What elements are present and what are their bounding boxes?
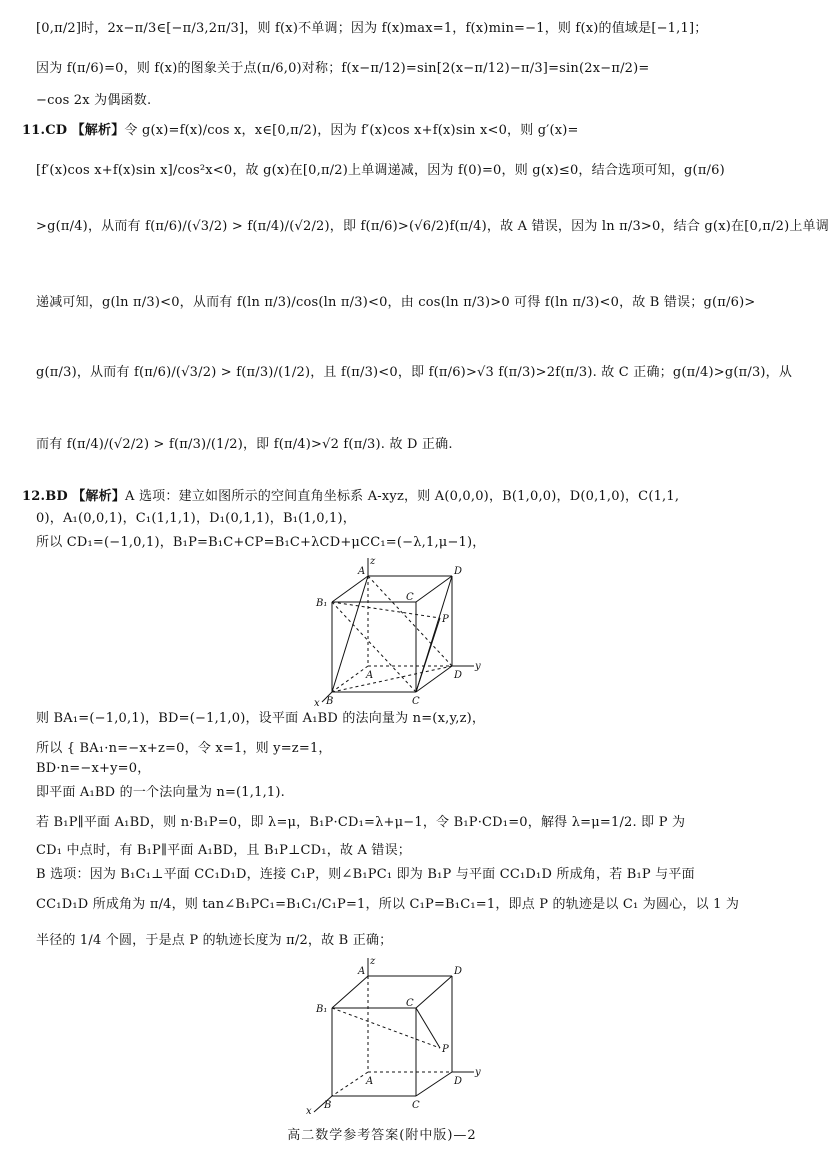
- fig2-label-b: B: [324, 1100, 332, 1111]
- sol10-line-2: 因为 f(π/6)=0，则 f(x)的图象关于点(π/6,0)对称；f(x−π/12)=sin[2(x−π/12)−π/3]=sin(2x−π/2)=: [36, 61, 650, 76]
- sol11-line-1: 令 g(x)=f(x)/cos x，x∈[0,π/2)，因为 f′(x)cos x+f(x)sin x<0，则 g′(x)=: [124, 123, 579, 138]
- sol11-line-4: 递减可知，g(ln π/3)<0，从而有 f(ln π/3)/cos(ln π/3)<0，由 cos(ln π/3)>0 可得 f(ln π/3)<0，故 B 错误；g(π/6)>: [36, 295, 756, 310]
- fig1-label-z: z: [370, 556, 376, 567]
- fig1-label-c: C: [412, 696, 420, 707]
- fig2-label-c: C: [412, 1100, 420, 1111]
- sol12-line-b2: 所以 { BA₁·n=−x+z=0，令 x=1，则 y=z=1，: [36, 741, 332, 756]
- sol12-tag: 【解析】: [72, 489, 126, 504]
- fig2-label-a: A: [366, 1076, 374, 1087]
- fig1-label-b: B: [326, 696, 334, 707]
- sol12-line-a2: 0)，A₁(0,0,1)，C₁(1,1,1)，D₁(0,1,1)，B₁(1,0,1)，: [36, 511, 356, 526]
- fig1-label-a: A: [366, 670, 374, 681]
- fig2-label-b1: B₁: [316, 1004, 328, 1015]
- sol12-answer: BD: [45, 489, 68, 504]
- sol11-line-3: >g(π/4)，从而有 f(π/6)/(√3/2) > f(π/4)/(√2/2)，即 f(π/6)>(√6/2)f(π/4)，故 A 错误，因为 ln π/3>0，结合 g(x)在[0,π/2)上单调: [36, 219, 829, 234]
- page-footer: 高二数学参考答案(附中版)—2: [287, 1128, 477, 1143]
- fig2-label-c1: C: [406, 998, 414, 1009]
- fig2-label-p: P: [442, 1044, 449, 1055]
- sol12-line-b7: B 选项：因为 B₁C₁⊥平面 CC₁D₁D，连接 C₁P，则∠B₁PC₁ 即为 B₁P 与平面 CC₁D₁D 所成角，若 B₁P 与平面: [36, 867, 695, 882]
- fig1-label-d1: D: [454, 566, 463, 577]
- sol12-line-b8: CC₁D₁D 所成角为 π/4，则 tan∠B₁PC₁=B₁C₁/C₁P=1，所以 C₁P=B₁C₁=1，即点 P 的轨迹是以 C₁ 为圆心，以 1 为: [36, 897, 740, 912]
- fig1-label-d: D: [454, 670, 463, 681]
- fig1-label-a1: A: [358, 566, 366, 577]
- sol12-line-b1: 则 BA₁=(−1,0,1)，BD=(−1,1,0)，设平面 A₁BD 的法向量为 n=(x,y,z)，: [36, 711, 486, 726]
- sol11-header: [22, 122, 734, 140]
- sol12-line-a1: A 选项：建立如图所示的空间直角坐标系 A-xyz，则 A(0,0,0)，B(1,0,0)，D(0,1,0)，C(1,1,: [125, 489, 680, 504]
- fig1-label-p: P: [442, 614, 449, 625]
- fig2-label-y: y: [475, 1067, 481, 1078]
- fig2-label-d: D: [454, 1076, 463, 1087]
- fig1-label-y: y: [475, 661, 481, 672]
- fig2-label-d1: D: [454, 966, 463, 977]
- sol12-number: 12.: [22, 489, 46, 504]
- sol11-line-6: 而有 f(π/4)/(√2/2) > f(π/3)/(1/2)，即 f(π/4)>√2 f(π/3). 故 D 正确.: [36, 437, 453, 452]
- sol12-line-b3: BD·n=−x+y=0，: [36, 761, 151, 776]
- fig1-label-c1: C: [406, 592, 414, 603]
- sol11-tag: 【解析】: [71, 123, 125, 138]
- cube-figure-2: [300, 956, 480, 1116]
- sol12-header: [22, 488, 734, 506]
- fig2-label-a1: A: [358, 966, 366, 977]
- sol11-line-5: g(π/3)，从而有 f(π/6)/(√3/2) > f(π/3)/(1/2)，且 f(π/3)<0，即 f(π/6)>√3 f(π/3)>2f(π/3). 故 C 正确；g(π/4)>g(π/3)，从: [36, 365, 793, 380]
- sol12-line-a3: 所以 CD₁=(−1,0,1)，B₁P=B₁C+CP=B₁C+λCD+μCC₁=(−λ,1,μ−1)，: [36, 535, 486, 550]
- cube-figure-1: [300, 556, 480, 708]
- sol11-answer: CD: [45, 123, 68, 138]
- sol12-line-b5: 若 B₁P∥平面 A₁BD，则 n·B₁P=0，即 λ=μ，B₁P·CD₁=λ+μ−1，令 B₁P·CD₁=0，解得 λ=μ=1/2. 即 P 为: [36, 815, 686, 830]
- fig1-label-x: x: [314, 698, 320, 709]
- sol12-line-b6: CD₁ 中点时，有 B₁P∥平面 A₁BD，且 B₁P⊥CD₁，故 A 错误；: [36, 843, 411, 858]
- fig1-label-b1: B₁: [316, 598, 328, 609]
- fig2-label-z: z: [370, 956, 376, 967]
- fig2-label-x: x: [306, 1106, 312, 1117]
- sol12-line-b4: 即平面 A₁BD 的一个法向量为 n=(1,1,1).: [36, 785, 285, 800]
- sol11-number: 11.: [22, 123, 46, 138]
- sol10-line-3: −cos 2x 为偶函数.: [36, 93, 152, 108]
- sol12-line-b9: 半径的 1/4 个圆，于是点 P 的轨迹长度为 π/2，故 B 正确；: [36, 933, 393, 948]
- sol10-line-1: [0,π/2]时，2x−π/3∈[−π/3,2π/3]，则 f(x)不单调；因为 f(x)max=1，f(x)min=−1，则 f(x)的值域是[−1,1]；: [36, 21, 708, 36]
- sol11-line-2: [f′(x)cos x+f(x)sin x]/cos²x<0，故 g(x)在[0,π/2)上单调递减，因为 f(0)=0，则 g(x)≤0，结合选项可知，g(π/6): [36, 163, 725, 178]
